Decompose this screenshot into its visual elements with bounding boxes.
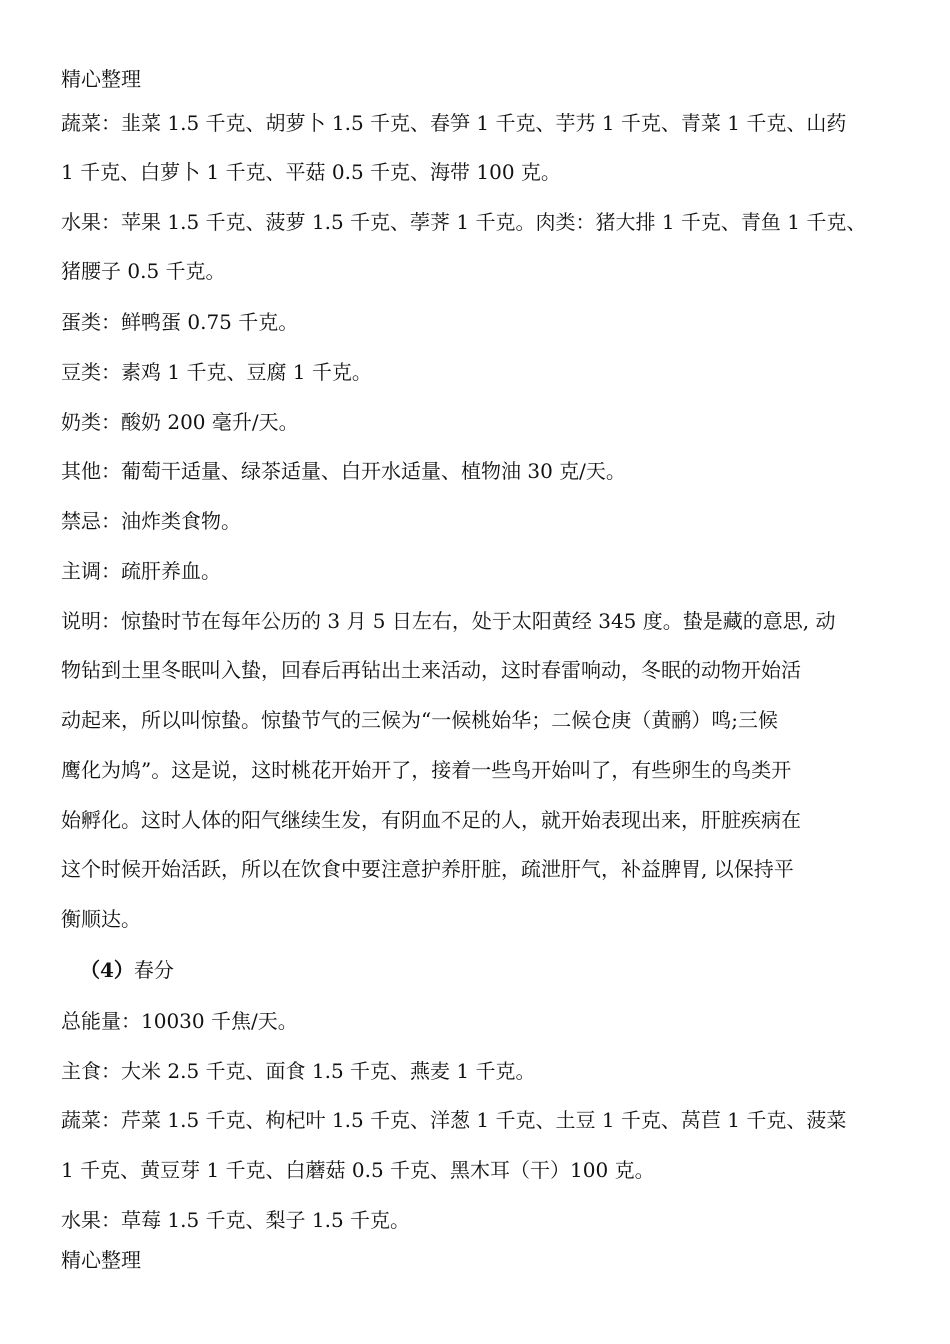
section-title: 春分 — [133, 958, 174, 982]
total-energy-line: 总能量：10030 千焦/天。 — [61, 1009, 298, 1033]
page-footer: 精心整理 — [61, 1248, 141, 1272]
description-line-6: 这个时候开始活跃，所以在饮食中要注意护养肝脏，疏泄肝气，补益脾胃, 以保持平 — [61, 857, 794, 881]
main-tone-line: 主调：疏肝养血。 — [61, 559, 221, 583]
fruit-line-2: 水果：草莓 1.5 千克、梨子 1.5 千克。 — [61, 1208, 411, 1232]
vegetables-line-cont: 1 千克、白萝卜 1 千克、平菇 0.5 千克、海带 100 克。 — [61, 160, 561, 184]
page-header: 精心整理 — [61, 67, 141, 91]
description-line-1: 说明：惊蛰时节在每年公历的 3 月 5 日左右，处于太阳黄经 345 度。蛰是藏的意思, 动 — [61, 609, 836, 633]
beans-line: 豆类：素鸡 1 千克、豆腐 1 千克。 — [61, 360, 372, 384]
description-line-2: 物钻到土里冬眠叫入蛰，回春后再钻出土来活动，这时春雷响动，冬眠的动物开始活 — [61, 658, 801, 682]
staple-food-line: 主食：大米 2.5 千克、面食 1.5 千克、燕麦 1 千克。 — [61, 1059, 536, 1083]
section-heading — [80, 957, 174, 983]
other-line: 其他：葡萄干适量、绿茶适量、白开水适量、植物油 30 克/天。 — [61, 459, 626, 483]
description-line-5: 始孵化。这时人体的阳气继续生发，有阴血不足的人，就开始表现出来，肝脏疾病在 — [61, 808, 801, 832]
eggs-line: 蛋类：鲜鸭蛋 0.75 千克。 — [61, 310, 299, 334]
description-line-3: 动起来，所以叫惊蛰。惊蛰节气的三候为“一候桃始华；二候仓庚（黄鹂）鸣;三候 — [61, 708, 778, 732]
vegetables-line-2-cont: 1 千克、黄豆芽 1 千克、白蘑菇 0.5 千克、黑木耳（干）100 克。 — [61, 1158, 655, 1182]
taboo-line: 禁忌：油炸类食物。 — [61, 509, 241, 533]
dairy-line: 奶类：酸奶 200 毫升/天。 — [61, 410, 299, 434]
vegetables-line: 蔬菜：韭菜 1.5 千克、胡萝卜 1.5 千克、春笋 1 千克、芋艿 1 千克、青菜 1 千克、山药 — [61, 111, 847, 135]
description-line-7: 衡顺达。 — [61, 907, 141, 931]
fruit-meat-line-cont: 猪腰子 0.5 千克。 — [61, 259, 226, 283]
vegetables-line-2: 蔬菜：芹菜 1.5 千克、枸杞叶 1.5 千克、洋葱 1 千克、土豆 1 千克、莴苣 1 千克、菠菜 — [61, 1108, 847, 1132]
fruit-meat-line: 水果：苹果 1.5 千克、菠萝 1.5 千克、荸荠 1 千克。肉类：猪大排 1 千克、青鱼 1 千克、 — [61, 210, 867, 234]
description-line-4: 鹰化为鸠”。这是说，这时桃花开始开了，接着一些鸟开始叫了，有些卵生的鸟类开 — [61, 758, 792, 782]
section-number: （4） — [80, 958, 134, 982]
